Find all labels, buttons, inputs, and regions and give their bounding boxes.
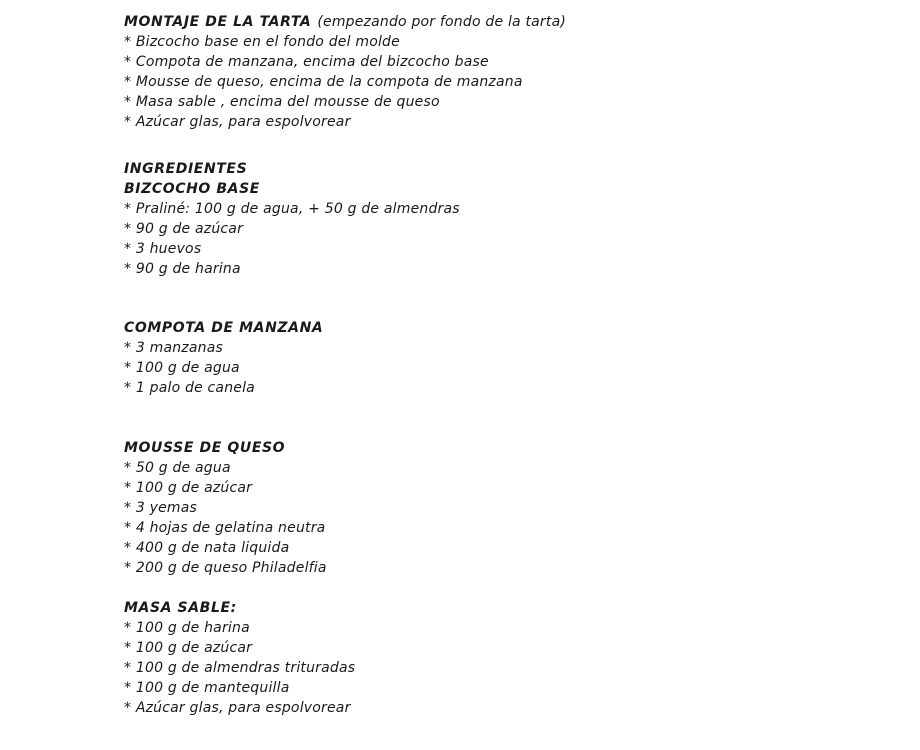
mousse-item: * 100 g de azúcar	[124, 480, 253, 496]
montaje-title: MONTAJE DE LA TARTA	[124, 14, 312, 30]
masa-title: MASA SABLE:	[124, 600, 237, 616]
bizcocho-item: * 3 huevos	[124, 241, 202, 257]
montaje-note: (empezando por fondo de la tarta)	[317, 14, 567, 30]
compota-title: COMPOTA DE MANZANA	[124, 320, 324, 336]
mousse-item: * 400 g de nata liquida	[124, 540, 290, 556]
bizcocho-item: * Praliné: 100 g de agua, + 50 g de almendras	[124, 201, 460, 217]
masa-item: * 100 g de almendras trituradas	[124, 660, 356, 676]
section-mousse	[124, 438, 327, 578]
mousse-item: * 3 yemas	[124, 500, 198, 516]
masa-item: * 100 g de mantequilla	[124, 680, 290, 696]
bizcocho-item: * 90 g de azúcar	[124, 221, 244, 237]
compota-item: * 1 palo de canela	[124, 380, 255, 396]
section-compota	[124, 318, 323, 398]
mousse-title: MOUSSE DE QUESO	[124, 440, 286, 456]
compota-item: * 100 g de agua	[124, 360, 240, 376]
montaje-item: * Azúcar glas, para espolvorear	[124, 114, 351, 130]
ingredientes-title: INGREDIENTES	[124, 161, 248, 177]
section-ingredientes	[124, 159, 460, 279]
compota-item: * 3 manzanas	[124, 340, 223, 356]
masa-item: * 100 g de azúcar	[124, 640, 253, 656]
bizcocho-base-title: BIZCOCHO BASE	[124, 181, 260, 197]
masa-item: * 100 g de harina	[124, 620, 250, 636]
montaje-item: * Mousse de queso, encima de la compota de manzana	[124, 74, 523, 90]
section-montaje	[124, 12, 566, 132]
mousse-item: * 200 g de queso Philadelfia	[124, 560, 327, 576]
bizcocho-item: * 90 g de harina	[124, 261, 241, 277]
masa-item: * Azúcar glas, para espolvorear	[124, 700, 351, 716]
montaje-item: * Bizcocho base en el fondo del molde	[124, 34, 400, 50]
section-masa-sable	[124, 598, 355, 718]
mousse-item: * 4 hojas de gelatina neutra	[124, 520, 326, 536]
montaje-heading-line	[124, 12, 566, 32]
montaje-item: * Compota de manzana, encima del bizcocho base	[124, 54, 489, 70]
montaje-item: * Masa sable , encima del mousse de queso	[124, 94, 440, 110]
mousse-item: * 50 g de agua	[124, 460, 231, 476]
